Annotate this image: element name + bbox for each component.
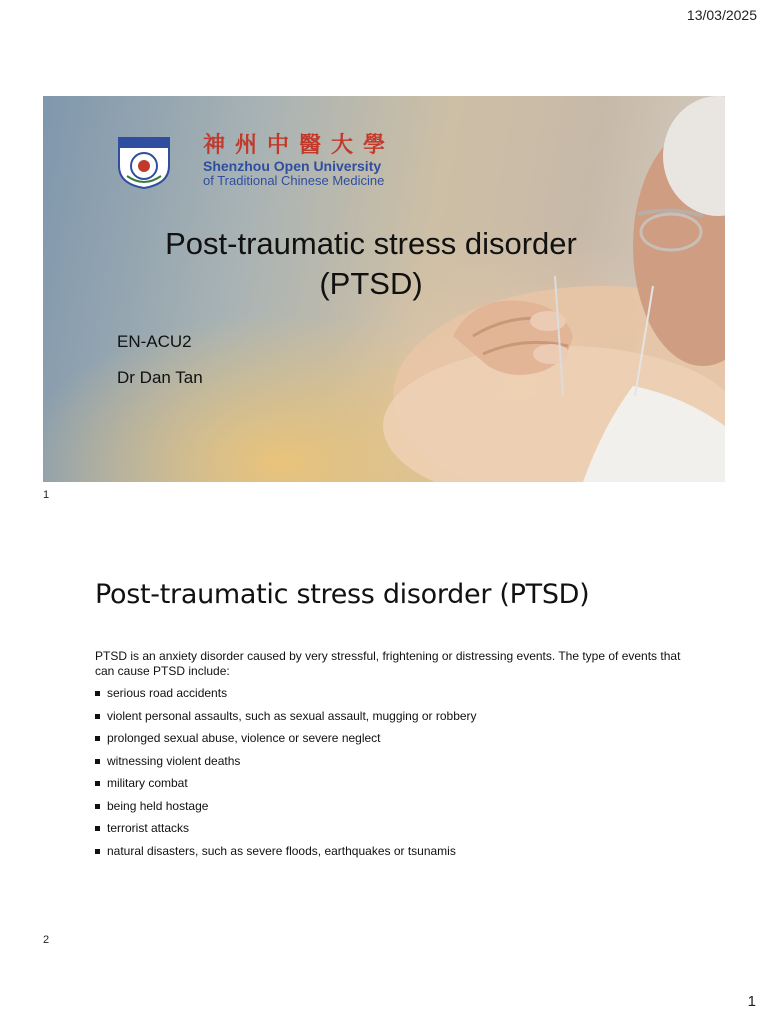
list-item: violent personal assaults, such as sexual assault, mugging or robbery (95, 709, 477, 732)
list-item: military combat (95, 776, 477, 799)
university-english-name: Shenzhou Open University (203, 158, 382, 174)
university-seal-icon (115, 132, 173, 190)
print-date: 13/03/2025 (686, 7, 757, 23)
presenter-name: Dr Dan Tan (117, 368, 203, 387)
page-number: 1 (747, 993, 756, 1010)
ptsd-causes-list (95, 686, 477, 866)
university-logo (115, 132, 395, 190)
slide2-intro: PTSD is an anxiety disorder caused by very stressful, frightening or distressing events. The type of events that can cause PTSD include: (95, 649, 681, 678)
course-code: EN-ACU2 (117, 332, 192, 351)
list-item: natural disasters, such as severe floods, earthquakes or tsunamis (95, 844, 477, 867)
list-item: prolonged sexual abuse, violence or severe neglect (95, 731, 477, 754)
slide2-title: Post-traumatic stress disorder (PTSD) (95, 579, 590, 610)
list-item: terrorist attacks (95, 821, 477, 844)
slide1-title-line2: (PTSD) (319, 266, 423, 301)
list-item: being held hostage (95, 799, 477, 822)
slide1-title (43, 224, 699, 304)
slide1-title-line1: Post-traumatic stress disorder (165, 226, 577, 261)
title-slide (43, 96, 725, 482)
list-item: witnessing violent deaths (95, 754, 477, 777)
university-chinese-name: 神州中醫大學 (203, 132, 396, 158)
university-english-subtitle: of Traditional Chinese Medicine (203, 173, 385, 188)
slide2-number: 2 (43, 934, 50, 946)
list-item: serious road accidents (95, 686, 477, 709)
slide1-number: 1 (43, 489, 50, 501)
